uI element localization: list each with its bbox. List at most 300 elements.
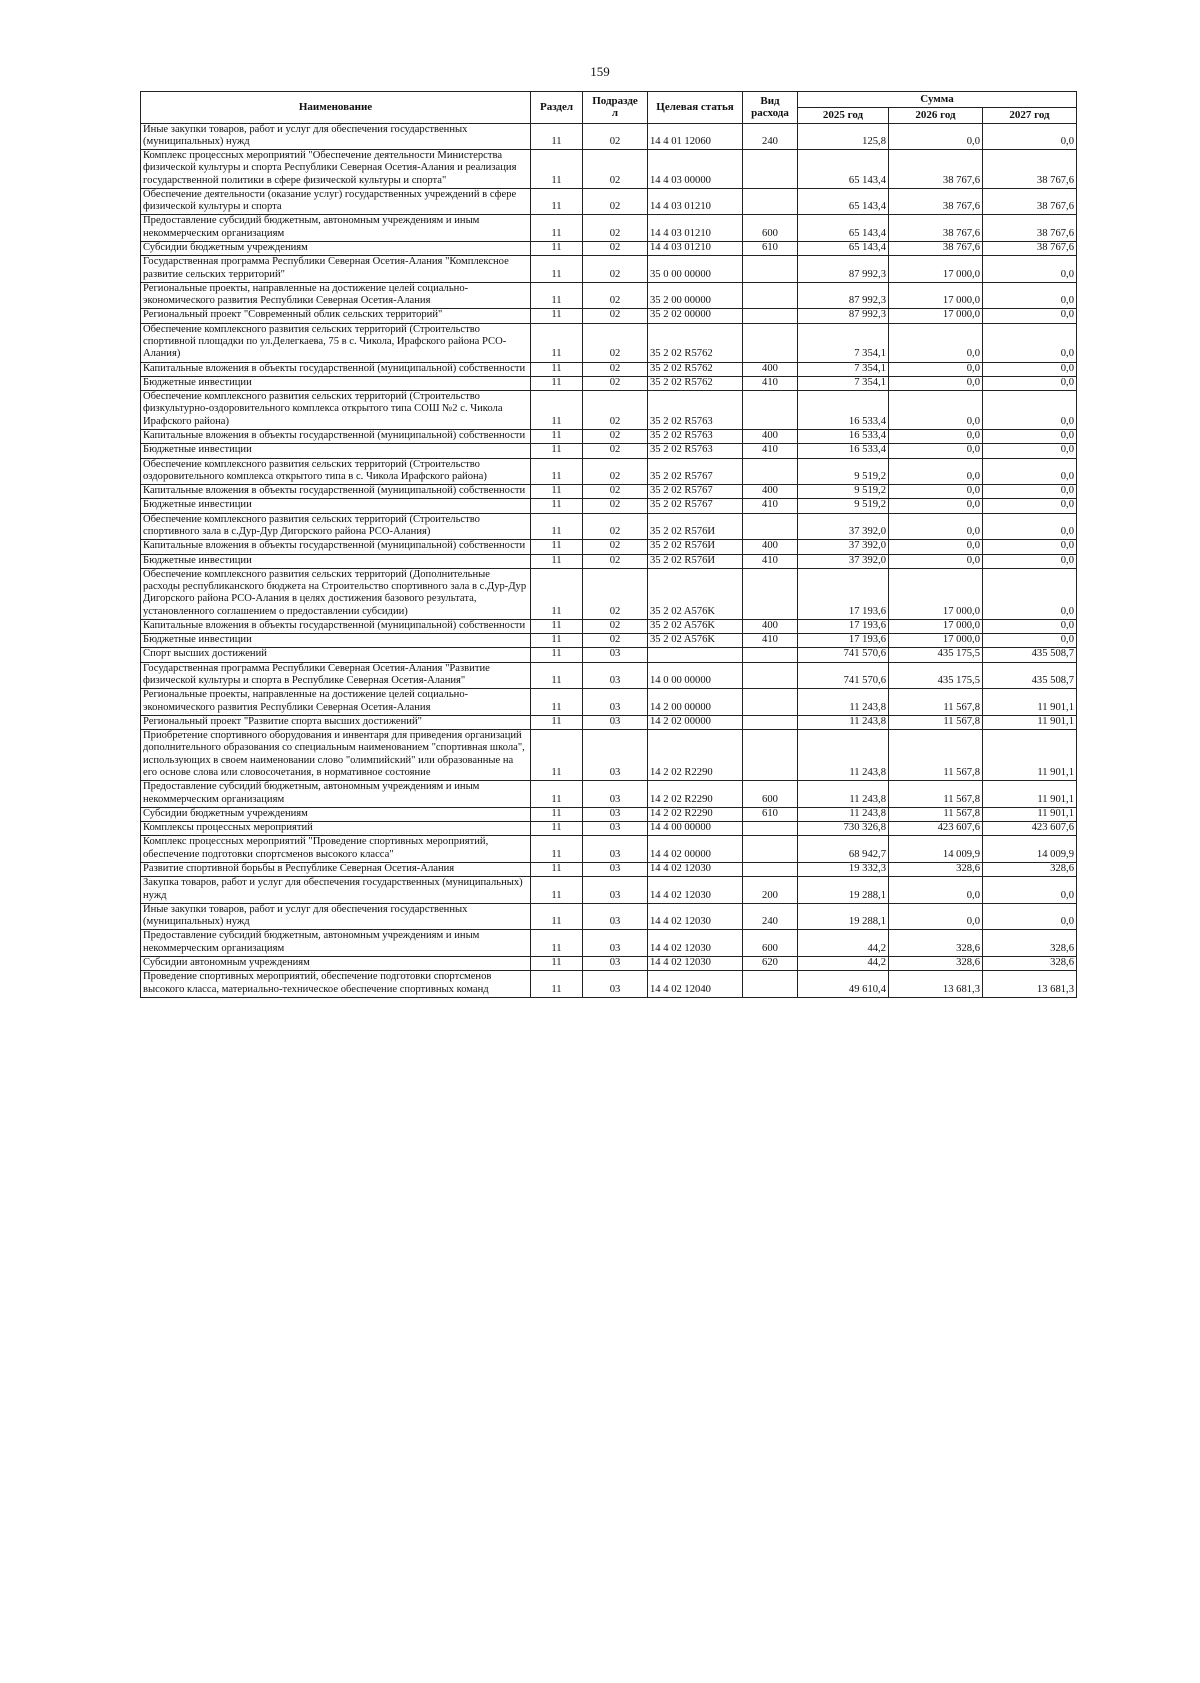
header-year-2025: 2025 год xyxy=(798,107,889,123)
cell-expense-type xyxy=(743,256,798,283)
cell-name: Государственная программа Республики Северная Осетия-Алания "Развитие физической культуры и спорта в Республике Северная Осетия-Алания" xyxy=(141,662,531,689)
cell-name: Иные закупки товаров, работ и услуг для обеспечения государственных (муниципальных) нужд xyxy=(141,123,531,150)
cell-2025: 741 570,6 xyxy=(798,662,889,689)
table-row xyxy=(141,836,1077,863)
table-row xyxy=(141,215,1077,242)
cell-expense-type: 410 xyxy=(743,634,798,648)
cell-name: Предоставление субсидий бюджетным, автономным учреждениям и иным некоммерческим организациям xyxy=(141,781,531,808)
cell-2026: 328,6 xyxy=(889,862,983,876)
cell-section: 11 xyxy=(531,956,583,970)
cell-target: 35 2 02 A576K xyxy=(648,634,743,648)
cell-2025: 125,8 xyxy=(798,123,889,150)
cell-target: 35 2 02 A576K xyxy=(648,619,743,633)
cell-expense-type: 200 xyxy=(743,877,798,904)
cell-expense-type: 410 xyxy=(743,499,798,513)
table-row xyxy=(141,188,1077,215)
cell-expense-type: 600 xyxy=(743,215,798,242)
cell-2025: 49 610,4 xyxy=(798,971,889,998)
cell-target: 14 4 02 12030 xyxy=(648,930,743,957)
cell-2025: 87 992,3 xyxy=(798,309,889,323)
table-row xyxy=(141,568,1077,619)
cell-target: 14 4 00 00000 xyxy=(648,822,743,836)
cell-expense-type xyxy=(743,568,798,619)
cell-expense-type xyxy=(743,730,798,781)
header-sum: Сумма xyxy=(798,92,1077,108)
cell-2025: 11 243,8 xyxy=(798,807,889,821)
cell-2027: 0,0 xyxy=(983,444,1077,458)
cell-section: 11 xyxy=(531,485,583,499)
cell-expense-type: 410 xyxy=(743,376,798,390)
cell-target: 35 0 00 00000 xyxy=(648,256,743,283)
cell-2025: 7 354,1 xyxy=(798,323,889,362)
cell-subsection: 02 xyxy=(583,499,648,513)
cell-section: 11 xyxy=(531,282,583,309)
cell-expense-type xyxy=(743,188,798,215)
cell-name: Капитальные вложения в объекты государственной (муниципальной) собственности xyxy=(141,540,531,554)
cell-2026: 0,0 xyxy=(889,877,983,904)
cell-2027: 0,0 xyxy=(983,391,1077,430)
cell-target: 14 2 02 R2290 xyxy=(648,730,743,781)
table-row xyxy=(141,662,1077,689)
cell-2026: 435 175,5 xyxy=(889,662,983,689)
cell-2025: 37 392,0 xyxy=(798,554,889,568)
cell-expense-type: 610 xyxy=(743,242,798,256)
table-row xyxy=(141,619,1077,633)
table-row xyxy=(141,956,1077,970)
cell-2026: 0,0 xyxy=(889,444,983,458)
cell-name: Обеспечение комплексного развития сельских территорий (Строительство спортивной площадки по ул.Делегкаева, 75 в с. Чикола, Ирафского района РСО-Алания) xyxy=(141,323,531,362)
cell-expense-type xyxy=(743,715,798,729)
page-number: 159 xyxy=(590,64,610,79)
cell-2026: 0,0 xyxy=(889,323,983,362)
table-row xyxy=(141,822,1077,836)
cell-2026: 0,0 xyxy=(889,485,983,499)
cell-target xyxy=(648,648,743,662)
cell-subsection: 03 xyxy=(583,903,648,930)
cell-section: 11 xyxy=(531,391,583,430)
cell-2025: 17 193,6 xyxy=(798,634,889,648)
cell-target: 14 4 02 00000 xyxy=(648,836,743,863)
cell-section: 11 xyxy=(531,862,583,876)
cell-2027: 38 767,6 xyxy=(983,188,1077,215)
cell-target: 14 2 00 00000 xyxy=(648,689,743,716)
cell-section: 11 xyxy=(531,807,583,821)
cell-section: 11 xyxy=(531,362,583,376)
cell-2026: 0,0 xyxy=(889,540,983,554)
cell-section: 11 xyxy=(531,971,583,998)
table-row xyxy=(141,862,1077,876)
cell-name: Региональный проект "Развитие спорта высших достижений" xyxy=(141,715,531,729)
cell-name: Закупка товаров, работ и услуг для обеспечения государственных (муниципальных) нужд xyxy=(141,877,531,904)
cell-2026: 14 009,9 xyxy=(889,836,983,863)
cell-subsection: 03 xyxy=(583,836,648,863)
cell-name: Бюджетные инвестиции xyxy=(141,499,531,513)
cell-expense-type: 400 xyxy=(743,362,798,376)
cell-expense-type xyxy=(743,282,798,309)
cell-2025: 11 243,8 xyxy=(798,781,889,808)
cell-section: 11 xyxy=(531,836,583,863)
cell-name: Комплексы процессных мероприятий xyxy=(141,822,531,836)
cell-subsection: 02 xyxy=(583,376,648,390)
cell-target: 14 4 02 12040 xyxy=(648,971,743,998)
cell-2025: 19 332,3 xyxy=(798,862,889,876)
cell-subsection: 03 xyxy=(583,862,648,876)
table-row xyxy=(141,429,1077,443)
cell-2025: 19 288,1 xyxy=(798,903,889,930)
table-row xyxy=(141,150,1077,189)
cell-2027: 0,0 xyxy=(983,309,1077,323)
cell-expense-type: 400 xyxy=(743,429,798,443)
cell-expense-type: 600 xyxy=(743,781,798,808)
cell-expense-type: 600 xyxy=(743,930,798,957)
table-row xyxy=(141,485,1077,499)
cell-name: Развитие спортивной борьбы в Республике Северная Осетия-Алания xyxy=(141,862,531,876)
table-row xyxy=(141,930,1077,957)
cell-section: 11 xyxy=(531,323,583,362)
cell-2027: 0,0 xyxy=(983,554,1077,568)
cell-2026: 0,0 xyxy=(889,123,983,150)
cell-subsection: 03 xyxy=(583,730,648,781)
table-row xyxy=(141,877,1077,904)
cell-2027: 0,0 xyxy=(983,362,1077,376)
cell-expense-type xyxy=(743,150,798,189)
cell-2025: 7 354,1 xyxy=(798,376,889,390)
cell-subsection: 02 xyxy=(583,458,648,485)
table-row xyxy=(141,903,1077,930)
table-row xyxy=(141,362,1077,376)
cell-section: 11 xyxy=(531,715,583,729)
cell-2027: 0,0 xyxy=(983,634,1077,648)
table-row xyxy=(141,807,1077,821)
cell-expense-type xyxy=(743,458,798,485)
cell-2027: 328,6 xyxy=(983,862,1077,876)
cell-target: 35 2 02 R576И xyxy=(648,513,743,540)
cell-2027: 11 901,1 xyxy=(983,689,1077,716)
cell-name: Бюджетные инвестиции xyxy=(141,554,531,568)
cell-2026: 11 567,8 xyxy=(889,689,983,716)
cell-target: 35 2 02 R576И xyxy=(648,540,743,554)
cell-target: 35 2 02 R5763 xyxy=(648,444,743,458)
cell-2027: 0,0 xyxy=(983,513,1077,540)
cell-2026: 0,0 xyxy=(889,554,983,568)
cell-2027: 328,6 xyxy=(983,956,1077,970)
cell-section: 11 xyxy=(531,662,583,689)
cell-2026: 423 607,6 xyxy=(889,822,983,836)
cell-2026: 17 000,0 xyxy=(889,309,983,323)
cell-2025: 11 243,8 xyxy=(798,689,889,716)
cell-subsection: 03 xyxy=(583,648,648,662)
cell-target: 14 4 03 01210 xyxy=(648,188,743,215)
cell-target: 35 2 02 R5767 xyxy=(648,485,743,499)
cell-subsection: 02 xyxy=(583,429,648,443)
cell-section: 11 xyxy=(531,730,583,781)
cell-2027: 0,0 xyxy=(983,323,1077,362)
cell-expense-type xyxy=(743,323,798,362)
cell-2026: 11 567,8 xyxy=(889,730,983,781)
cell-2025: 65 143,4 xyxy=(798,242,889,256)
cell-name: Капитальные вложения в объекты государственной (муниципальной) собственности xyxy=(141,485,531,499)
cell-name: Предоставление субсидий бюджетным, автономным учреждениям и иным некоммерческим организациям xyxy=(141,930,531,957)
cell-2025: 44,2 xyxy=(798,956,889,970)
cell-expense-type xyxy=(743,689,798,716)
cell-section: 11 xyxy=(531,123,583,150)
cell-section: 11 xyxy=(531,429,583,443)
header-name: Наименование xyxy=(141,92,531,124)
cell-name: Предоставление субсидий бюджетным, автономным учреждениям и иным некоммерческим организациям xyxy=(141,215,531,242)
cell-section: 11 xyxy=(531,903,583,930)
cell-section: 11 xyxy=(531,634,583,648)
cell-2027: 38 767,6 xyxy=(983,242,1077,256)
cell-name: Бюджетные инвестиции xyxy=(141,444,531,458)
cell-target: 35 2 02 A576K xyxy=(648,568,743,619)
cell-section: 11 xyxy=(531,877,583,904)
cell-subsection: 02 xyxy=(583,256,648,283)
cell-section: 11 xyxy=(531,242,583,256)
cell-name: Субсидии бюджетным учреждениям xyxy=(141,807,531,821)
cell-subsection: 03 xyxy=(583,877,648,904)
table-row xyxy=(141,971,1077,998)
cell-2026: 0,0 xyxy=(889,458,983,485)
cell-name: Региональные проекты, направленные на достижение целей социально-экономического развития Республики Северная Осетия-Алания xyxy=(141,282,531,309)
header-subsection: Подразде л xyxy=(583,92,648,124)
cell-2026: 11 567,8 xyxy=(889,781,983,808)
cell-subsection: 03 xyxy=(583,956,648,970)
cell-subsection: 02 xyxy=(583,634,648,648)
cell-name: Проведение спортивных мероприятий, обеспечение подготовки спортсменов высокого класса, материально-техническое обеспечение спортивных команд xyxy=(141,971,531,998)
cell-section: 11 xyxy=(531,554,583,568)
cell-subsection: 02 xyxy=(583,242,648,256)
cell-2025: 9 519,2 xyxy=(798,458,889,485)
cell-subsection: 02 xyxy=(583,323,648,362)
cell-subsection: 02 xyxy=(583,513,648,540)
cell-subsection: 02 xyxy=(583,123,648,150)
cell-2027: 38 767,6 xyxy=(983,215,1077,242)
cell-2027: 38 767,6 xyxy=(983,150,1077,189)
table-row xyxy=(141,648,1077,662)
header-year-2027: 2027 год xyxy=(983,107,1077,123)
table-row xyxy=(141,458,1077,485)
cell-2027: 0,0 xyxy=(983,903,1077,930)
cell-target: 14 2 02 00000 xyxy=(648,715,743,729)
header-year-2026: 2026 год xyxy=(889,107,983,123)
cell-2025: 16 533,4 xyxy=(798,429,889,443)
cell-expense-type xyxy=(743,971,798,998)
cell-2026: 0,0 xyxy=(889,376,983,390)
cell-name: Государственная программа Республики Северная Осетия-Алания "Комплексное развитие сельских территорий" xyxy=(141,256,531,283)
cell-name: Субсидии бюджетным учреждениям xyxy=(141,242,531,256)
cell-2026: 11 567,8 xyxy=(889,715,983,729)
cell-name: Иные закупки товаров, работ и услуг для обеспечения государственных (муниципальных) нужд xyxy=(141,903,531,930)
table-row xyxy=(141,309,1077,323)
cell-section: 11 xyxy=(531,499,583,513)
cell-2025: 65 143,4 xyxy=(798,215,889,242)
cell-2026: 17 000,0 xyxy=(889,256,983,283)
cell-2027: 0,0 xyxy=(983,458,1077,485)
cell-expense-type: 240 xyxy=(743,123,798,150)
cell-section: 11 xyxy=(531,150,583,189)
cell-expense-type: 240 xyxy=(743,903,798,930)
cell-subsection: 02 xyxy=(583,309,648,323)
cell-2026: 17 000,0 xyxy=(889,282,983,309)
cell-2026: 0,0 xyxy=(889,499,983,513)
cell-2027: 0,0 xyxy=(983,282,1077,309)
cell-subsection: 03 xyxy=(583,822,648,836)
cell-target: 35 2 02 R5763 xyxy=(648,391,743,430)
table-row xyxy=(141,376,1077,390)
cell-name: Обеспечение комплексного развития сельских территорий (Строительство оздоровительного комплекса открытого типа в с. Чикола Ирафского района) xyxy=(141,458,531,485)
cell-target: 14 4 03 01210 xyxy=(648,242,743,256)
header-expense-type: Вид расхода xyxy=(743,92,798,124)
cell-expense-type xyxy=(743,309,798,323)
cell-section: 11 xyxy=(531,309,583,323)
cell-2025: 68 942,7 xyxy=(798,836,889,863)
cell-2027: 0,0 xyxy=(983,123,1077,150)
cell-expense-type: 400 xyxy=(743,619,798,633)
cell-target: 14 4 02 12030 xyxy=(648,862,743,876)
cell-2027: 11 901,1 xyxy=(983,715,1077,729)
cell-section: 11 xyxy=(531,568,583,619)
budget-table xyxy=(140,91,1077,998)
cell-section: 11 xyxy=(531,215,583,242)
table-row xyxy=(141,444,1077,458)
cell-subsection: 02 xyxy=(583,568,648,619)
cell-2027: 0,0 xyxy=(983,376,1077,390)
table-row xyxy=(141,123,1077,150)
cell-2026: 435 175,5 xyxy=(889,648,983,662)
cell-expense-type: 410 xyxy=(743,444,798,458)
cell-expense-type: 410 xyxy=(743,554,798,568)
cell-name: Комплекс процессных мероприятий "Проведение спортивных мероприятий, обеспечение подготовки спортсменов высокого класса" xyxy=(141,836,531,863)
cell-2027: 328,6 xyxy=(983,930,1077,957)
cell-2026: 328,6 xyxy=(889,956,983,970)
cell-2025: 87 992,3 xyxy=(798,282,889,309)
cell-target: 35 2 02 R5767 xyxy=(648,499,743,513)
cell-section: 11 xyxy=(531,619,583,633)
cell-2027: 435 508,7 xyxy=(983,648,1077,662)
cell-subsection: 02 xyxy=(583,444,648,458)
cell-subsection: 02 xyxy=(583,362,648,376)
table-row xyxy=(141,242,1077,256)
cell-section: 11 xyxy=(531,188,583,215)
cell-section: 11 xyxy=(531,648,583,662)
cell-2026: 0,0 xyxy=(889,362,983,376)
table-row xyxy=(141,715,1077,729)
cell-target: 35 2 02 R5762 xyxy=(648,323,743,362)
cell-name: Спорт высших достижений xyxy=(141,648,531,662)
header-section: Раздел xyxy=(531,92,583,124)
cell-2025: 741 570,6 xyxy=(798,648,889,662)
cell-name: Обеспечение деятельности (оказание услуг) государственных учреждений в сфере физической культуры и спорта xyxy=(141,188,531,215)
cell-subsection: 02 xyxy=(583,188,648,215)
table-row xyxy=(141,513,1077,540)
cell-2025: 17 193,6 xyxy=(798,619,889,633)
cell-name: Бюджетные инвестиции xyxy=(141,634,531,648)
cell-2025: 37 392,0 xyxy=(798,540,889,554)
cell-section: 11 xyxy=(531,256,583,283)
cell-subsection: 03 xyxy=(583,715,648,729)
cell-subsection: 02 xyxy=(583,391,648,430)
cell-section: 11 xyxy=(531,822,583,836)
cell-2026: 38 767,6 xyxy=(889,150,983,189)
cell-expense-type xyxy=(743,391,798,430)
cell-expense-type xyxy=(743,513,798,540)
cell-section: 11 xyxy=(531,376,583,390)
cell-name: Комплекс процессных мероприятий "Обеспечение деятельности Министерства физической культуры и спорта Республики Северная Осетия-Алания и реализация государственной политики в сфере физической культуры и спорта" xyxy=(141,150,531,189)
table-row xyxy=(141,256,1077,283)
table-row xyxy=(141,634,1077,648)
table-body xyxy=(141,123,1077,997)
cell-2026: 0,0 xyxy=(889,429,983,443)
cell-expense-type xyxy=(743,648,798,662)
cell-target: 35 2 02 R5763 xyxy=(648,429,743,443)
cell-name: Капитальные вложения в объекты государственной (муниципальной) собственности xyxy=(141,362,531,376)
cell-2025: 19 288,1 xyxy=(798,877,889,904)
cell-subsection: 02 xyxy=(583,540,648,554)
cell-2027: 13 681,3 xyxy=(983,971,1077,998)
cell-section: 11 xyxy=(531,781,583,808)
cell-name: Региональные проекты, направленные на достижение целей социально-экономического развития Республики Северная Осетия-Алания xyxy=(141,689,531,716)
table-row xyxy=(141,554,1077,568)
cell-2025: 9 519,2 xyxy=(798,485,889,499)
cell-2025: 9 519,2 xyxy=(798,499,889,513)
cell-target: 35 2 02 R5762 xyxy=(648,362,743,376)
cell-target: 14 2 02 R2290 xyxy=(648,781,743,808)
cell-2027: 0,0 xyxy=(983,485,1077,499)
cell-2026: 0,0 xyxy=(889,391,983,430)
cell-2026: 328,6 xyxy=(889,930,983,957)
cell-2027: 0,0 xyxy=(983,568,1077,619)
cell-target: 14 4 02 12030 xyxy=(648,877,743,904)
cell-section: 11 xyxy=(531,540,583,554)
cell-2025: 44,2 xyxy=(798,930,889,957)
cell-2025: 37 392,0 xyxy=(798,513,889,540)
cell-name: Обеспечение комплексного развития сельских территорий (Дополнительные расходы республиканского бюджета на Строительство спортивного зала в с.Дур-Дур Дигорского района РСО-Алания в целях достижения базового результата, установленного соглашением о предоставлении субсидии) xyxy=(141,568,531,619)
cell-expense-type xyxy=(743,662,798,689)
cell-target: 14 0 00 00000 xyxy=(648,662,743,689)
cell-subsection: 03 xyxy=(583,971,648,998)
cell-2025: 65 143,4 xyxy=(798,188,889,215)
table-row xyxy=(141,730,1077,781)
cell-2027: 0,0 xyxy=(983,540,1077,554)
table-row xyxy=(141,499,1077,513)
cell-target: 14 4 02 12030 xyxy=(648,956,743,970)
cell-2025: 7 354,1 xyxy=(798,362,889,376)
cell-2027: 0,0 xyxy=(983,877,1077,904)
cell-expense-type: 620 xyxy=(743,956,798,970)
cell-section: 11 xyxy=(531,444,583,458)
cell-2026: 0,0 xyxy=(889,903,983,930)
cell-2026: 17 000,0 xyxy=(889,619,983,633)
table-row xyxy=(141,391,1077,430)
cell-subsection: 02 xyxy=(583,619,648,633)
cell-section: 11 xyxy=(531,513,583,540)
cell-2025: 11 243,8 xyxy=(798,730,889,781)
table-header xyxy=(141,92,1077,124)
cell-subsection: 03 xyxy=(583,807,648,821)
cell-2026: 0,0 xyxy=(889,513,983,540)
cell-2026: 38 767,6 xyxy=(889,242,983,256)
cell-2027: 0,0 xyxy=(983,499,1077,513)
cell-name: Капитальные вложения в объекты государственной (муниципальной) собственности xyxy=(141,429,531,443)
cell-2026: 38 767,6 xyxy=(889,215,983,242)
cell-2025: 730 326,8 xyxy=(798,822,889,836)
cell-target: 14 4 03 00000 xyxy=(648,150,743,189)
cell-section: 11 xyxy=(531,458,583,485)
cell-target: 14 4 01 12060 xyxy=(648,123,743,150)
cell-2027: 14 009,9 xyxy=(983,836,1077,863)
table-row xyxy=(141,781,1077,808)
cell-subsection: 02 xyxy=(583,215,648,242)
